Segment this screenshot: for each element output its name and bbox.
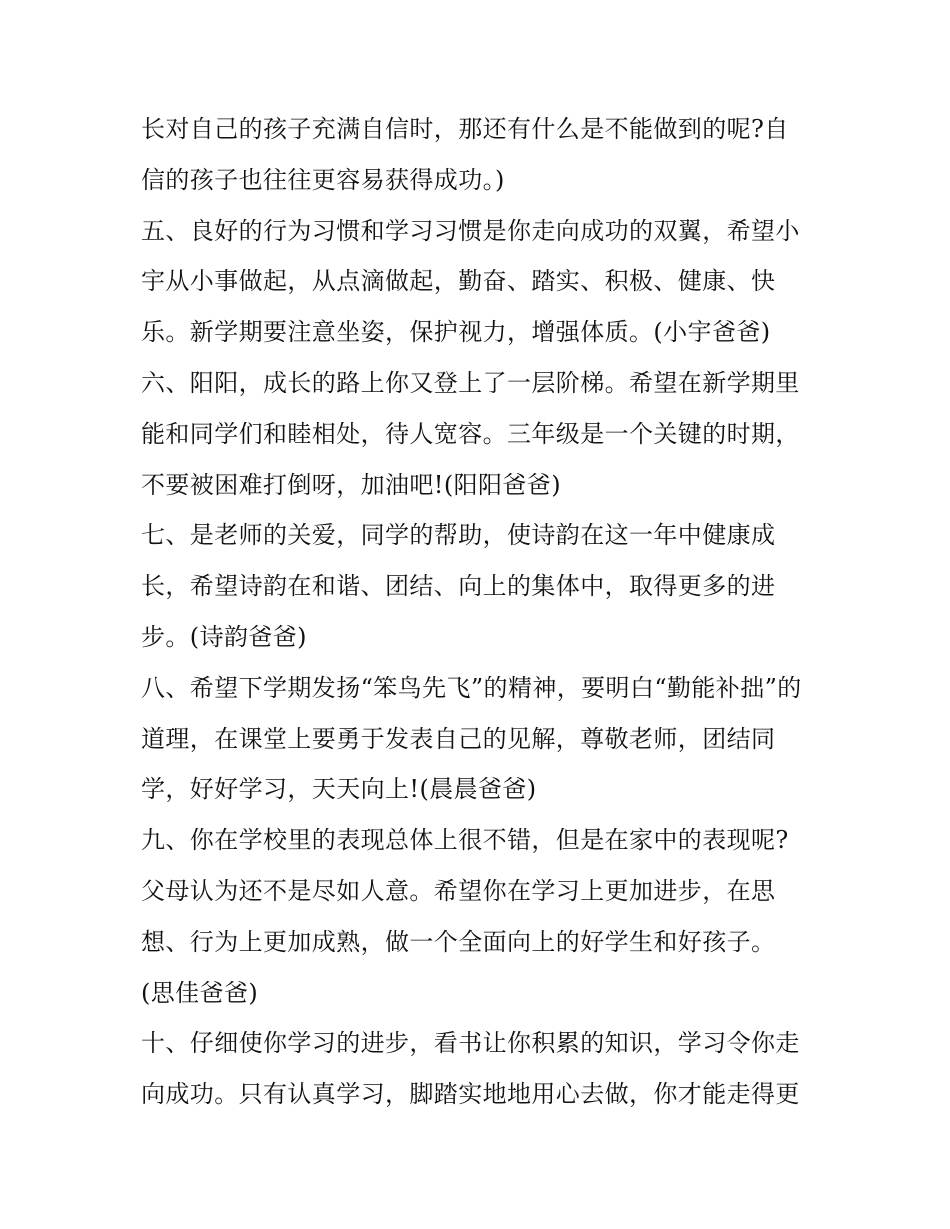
text-line: (思佳爸爸) — [141, 978, 259, 1007]
text-line: 不要被困难打倒呀，加油吧!(阳阳爸爸) — [141, 470, 561, 499]
text-line: 长对自己的孩子充满自信时，那还有什么是不能做到的呢?自 — [141, 115, 789, 143]
text-line: 九、你在学校里的表现总体上很不错，但是在家中的表现呢? — [141, 826, 789, 855]
document-body — [141, 104, 821, 1120]
text-line: 向成功。只有认真学习，脚踏实地地用心去做，你才能走得更 — [141, 1080, 800, 1109]
text-line: 五、良好的行为习惯和学习习惯是你走向成功的双翼，希望小 — [141, 216, 800, 245]
text-line: 宇从小事做起，从点滴做起，勤奋、踏实、积极、健康、快 — [141, 267, 776, 296]
text-line: 想、行为上更加成熟，做一个全面向上的好学生和好孩子。 — [141, 927, 776, 956]
text-line: 道理，在课堂上要勇于发表自己的见解，尊敬老师，团结同 — [141, 724, 776, 753]
text-line: 学，好好学习，天天向上!(晨晨爸爸) — [141, 775, 537, 804]
text-line: 七、是老师的关爱，同学的帮助，使诗韵在这一年中健康成 — [141, 521, 776, 550]
text-line: 乐。新学期要注意坐姿，保护视力，增强体质。(小宇爸爸) — [141, 318, 771, 347]
text-line: 八、希望下学期发扬“笨鸟先飞”的精神，要明白“勤能补拙”的 — [141, 673, 802, 702]
text-line: 父母认为还不是尽如人意。希望你在学习上更加进步，在思 — [141, 876, 776, 905]
text-line: 长，希望诗韵在和谐、团结、向上的集体中，取得更多的进 — [141, 572, 776, 601]
text-line: 能和同学们和睦相处，待人宽容。三年级是一个关键的时期， — [141, 419, 800, 448]
text-line: 信的孩子也往往更容易获得成功。) — [141, 165, 505, 194]
text-line: 步。(诗韵爸爸) — [141, 622, 307, 651]
text-line: 六、阳阳，成长的路上你又登上了一层阶梯。希望在新学期里 — [141, 368, 800, 397]
text-line: 十、仔细使你学习的进步，看书让你积累的知识，学习令你走 — [141, 1029, 800, 1058]
